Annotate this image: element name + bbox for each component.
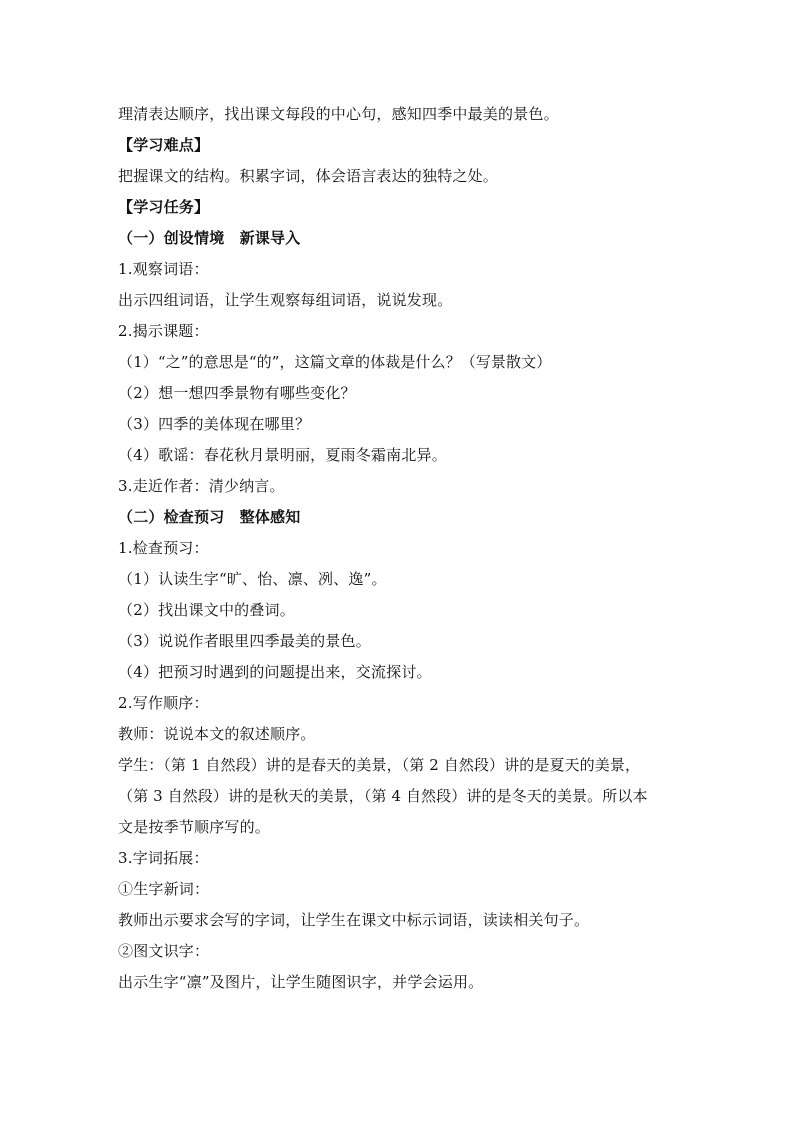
preview-item-2: （2）找出课文中的叠词。 [118,601,295,619]
student-line-1: 学生：（第 1 自然段）讲的是春天的美景，（第 2 自然段）讲的是夏天的美景， [118,756,641,774]
heading-learning-difficulty: 【学习难点】 [118,136,210,154]
step-reveal-title: 2.揭示课题： [118,322,209,340]
section-title-one: （一）创设情境 新课导入 [118,229,301,247]
step-author: 3.走近作者：清少纳言。 [118,477,285,495]
paragraph-new-words: 教师出示要求会写的字词，让学生在课文中标示词语，读读相关句子。 [118,911,590,929]
question-item-2: （2）想一想四季景物有哪些变化？ [118,384,356,402]
teacher-line: 教师：说说本文的叙述顺序。 [118,725,316,743]
student-line-3: 文是按季节顺序写的。 [118,818,271,836]
student-line-2: （第 3 自然段）讲的是秋天的美景，（第 4 自然段）讲的是冬天的美景。所以本 [118,787,648,805]
paragraph-learning-goal: 理清表达顺序，找出课文每段的中心句，感知四季中最美的景色。 [118,105,559,123]
sub-step-new-words: ①生字新词： [118,880,210,898]
step-writing-order: 2.写作顺序： [118,694,209,712]
sub-step-picture-words: ②图文识字： [118,942,210,960]
step-word-expansion: 3.字词拓展： [118,849,209,867]
question-item-3: （3）四季的美体现在哪里？ [118,415,311,433]
step-check-preview: 1.检查预习： [118,539,209,557]
paragraph-difficulty: 把握课文的结构。积累字词，体会语言表达的独特之处。 [118,167,499,185]
section-title-two: （二）检查预习 整体感知 [118,508,301,526]
heading-learning-tasks: 【学习任务】 [118,198,210,216]
paragraph-observe: 出示四组词语，让学生观察每组词语，说说发现。 [118,291,453,309]
preview-item-4: （4）把预习时遇到的问题提出来，交流探讨。 [118,663,432,681]
step-observe-words: 1.观察词语： [118,260,209,278]
paragraph-picture-words: 出示生字“凛”及图片，让学生随图识字，并学会运用。 [118,973,484,991]
question-item-4: （4）歌谣：春花秋月景明丽，夏雨冬霜南北异。 [118,446,447,464]
document-body [118,99,678,998]
preview-item-1: （1）认读生字“旷、怡、凛、冽、逸”。 [118,570,387,588]
question-item-1: （1）“之”的意思是“的”，这篇文章的体裁是什么？（写景散文） [118,353,552,371]
preview-item-3: （3）说说作者眼里四季最美的景色。 [118,632,371,650]
